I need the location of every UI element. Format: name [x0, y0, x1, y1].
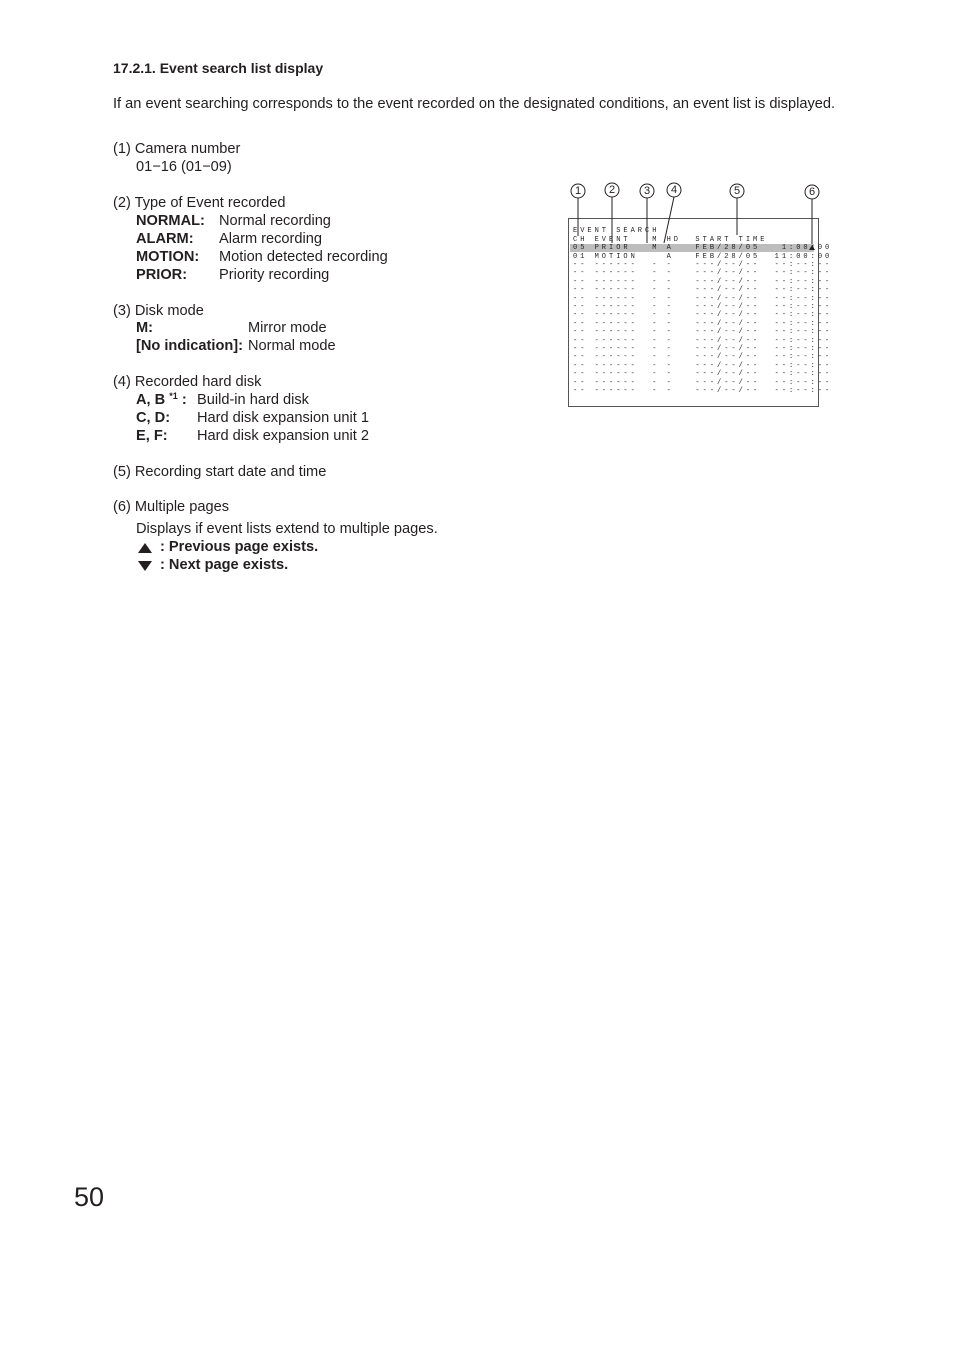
multiple-pages-title: (6) Multiple pages [113, 499, 229, 515]
callout-number: 4 [670, 184, 678, 196]
multiple-pages-desc: Displays if event lists extend to multiple pages. [136, 521, 438, 537]
leader-line [664, 197, 674, 243]
screen-empty-row: -- ------ - - ---/--/-- --:--:-- [573, 303, 833, 312]
screen-empty-row: -- ------ - - ---/--/-- --:--:-- [573, 336, 833, 345]
hard-disk-desc: Hard disk expansion unit 2 [197, 428, 369, 444]
camera-number-title: (1) Camera number [113, 141, 241, 157]
intro-paragraph: If an event searching corresponds to the event recorded on the designated conditions, an event list is displayed. [113, 96, 836, 112]
callout-number: 6 [808, 186, 816, 198]
screen-empty-row: -- ------ - - ---/--/-- --:--:-- [573, 269, 833, 278]
callout-number: 5 [733, 185, 741, 197]
next-page-note: : Next page exists. [160, 557, 289, 573]
hard-disk-key: E, F: [136, 428, 168, 444]
event-type-desc: Motion detected recording [219, 249, 388, 265]
event-type-title: (2) Type of Event recorded [113, 195, 286, 211]
screen-empty-row: -- ------ - - ---/--/-- --:--:-- [573, 261, 833, 269]
screen-empty-row: -- ------ - - ---/--/-- --:--:-- [573, 328, 833, 337]
disk-mode-desc: Normal mode [248, 338, 336, 354]
screen-empty-row: -- ------ - - ---/--/-- --:--:-- [573, 294, 833, 303]
disk-mode-key: M: [136, 320, 154, 336]
screen-empty-row: -- ------ - - ---/--/-- --:--:-- [573, 277, 833, 286]
event-type-key: PRIOR: [136, 267, 188, 283]
screen-title: EVENT SEARCH [573, 227, 660, 235]
callout-number: 1 [574, 185, 582, 197]
disk-mode-key: [No indication]: [136, 338, 244, 354]
section-heading: 17.2.1. Event search list display [113, 60, 324, 76]
screen-empty-row: -- ------ - - ---/--/-- --:--:-- [573, 378, 833, 387]
event-type-key: ALARM: [136, 231, 194, 247]
disk-mode-desc: Mirror mode [248, 320, 327, 336]
screen-column-header: CH EVENT M HD START TIME [573, 235, 768, 244]
screen-empty-row: -- ------ - - ---/--/-- --:--:-- [573, 311, 833, 320]
disk-mode-title: (3) Disk mode [113, 303, 204, 319]
screen-empty-row: -- ------ - - ---/--/-- --:--:-- [573, 387, 833, 396]
event-type-desc: Alarm recording [219, 231, 323, 247]
callout-number: 2 [608, 184, 616, 196]
callout-number: 3 [643, 185, 651, 197]
event-type-desc: Priority recording [219, 267, 330, 283]
event-type-desc: Normal recording [219, 213, 331, 229]
screen-empty-row: -- ------ - - ---/--/-- --:--:-- [573, 370, 833, 379]
event-type-key: MOTION: [136, 249, 200, 265]
hard-disk-desc: Build-in hard disk [197, 392, 309, 408]
start-time-title: (5) Recording start date and time [113, 464, 327, 480]
screen-row-selected: 05 PRIOR M A FEB/28/05 1:00:00 [570, 244, 814, 252]
hard-disk-key: C, D: [136, 410, 171, 426]
camera-number-value: 01−16 (01−09) [136, 159, 232, 175]
hard-disk-key: A, B $^{*1}$ : [136, 391, 187, 408]
hard-disk-desc: Hard disk expansion unit 1 [197, 410, 369, 426]
screen-empty-row: -- ------ - - ---/--/-- --:--:-- [573, 286, 833, 295]
event-type-key: NORMAL: [136, 213, 205, 229]
screen-row: 01 MOTION A FEB/28/05 11:00:00 [573, 252, 833, 261]
hard-disk-title: (4) Recorded hard disk [113, 374, 262, 390]
page-number: 50 [74, 1182, 105, 1212]
screen-empty-row: -- ------ - - ---/--/-- --:--:-- [573, 345, 833, 354]
previous-page-note: : Previous page exists. [160, 539, 319, 555]
screen-empty-row: -- ------ - - ---/--/-- --:--:-- [573, 353, 833, 362]
screen-empty-row: -- ------ - - ---/--/-- --:--:-- [573, 319, 833, 328]
screen-empty-row: -- ------ - - ---/--/-- --:--:-- [573, 361, 833, 370]
